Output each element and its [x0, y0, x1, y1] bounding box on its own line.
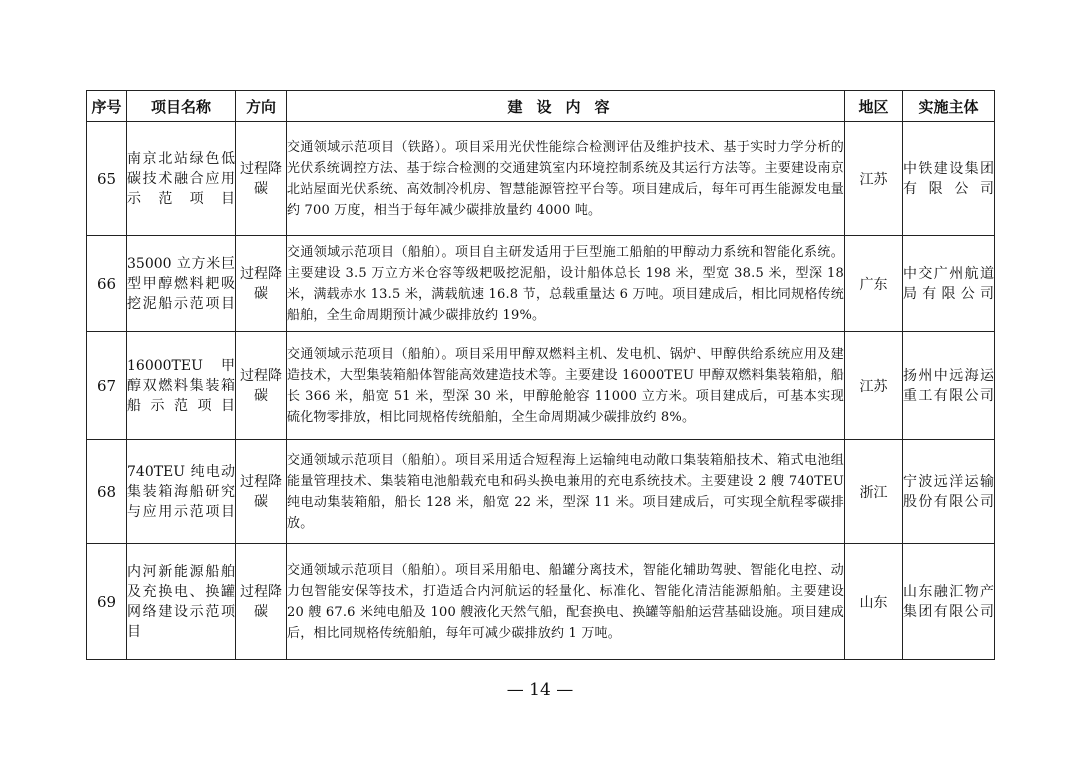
- table-row: [87, 544, 995, 660]
- row-index: 67: [87, 332, 127, 440]
- row-content: 交通领域示范项目（铁路）。项目采用光伏性能综合检测评估及维护技术、基于实时力学分析的光伏系统调控方法、基于综合检测的交通建筑室内环境控制系统及其运行方法等。主要建设南京北站屋面光伏系统、高效制冷机房、智慧能源管控平台等。项目建成后，每年可再生能源发电量约 700 万度，相当于每年减少碳排放量约 4000 吨。: [287, 122, 845, 236]
- row-content: 交通领域示范项目（船舶）。项目自主研发适用于巨型施工船舶的甲醇动力系统和智能化系统。主要建设 3.5 万立方米仓容等级耙吸挖泥船，设计船体总长 198 米，型宽 38.5 米，型深 18 米，满载赤水 13.5 米，满载航速 16.8 节，总载重量达 6 万吨。项目建成后，相比同规格传统船舶，全生命周期预计减少碳排放约 19%。: [287, 236, 845, 332]
- row-index: 65: [87, 122, 127, 236]
- row-index: 66: [87, 236, 127, 332]
- row-project-name: 内河新能源船舶及充换电、换罐网络建设示范项目: [127, 544, 236, 660]
- row-entity: 中交广州航道局有限公司: [903, 236, 995, 332]
- row-region: 广东: [845, 236, 903, 332]
- header-region: 地区: [845, 91, 903, 122]
- page-number: — 14 —: [506, 680, 574, 700]
- row-entity: 扬州中远海运重工有限公司: [903, 332, 995, 440]
- header-name: 项目名称: [127, 91, 236, 122]
- row-region: 山东: [845, 544, 903, 660]
- header-direction: 方向: [236, 91, 287, 122]
- row-project-name: 35000 立方米巨型甲醇燃料耙吸挖泥船示范项目: [127, 236, 236, 332]
- row-project-name: 南京北站绿色低碳技术融合应用示范项目: [127, 122, 236, 236]
- row-content: 交通领域示范项目（船舶）。项目采用甲醇双燃料主机、发电机、锅炉、甲醇供给系统应用及建造技术，大型集装箱船体智能高效建造技术等。主要建设 16000TEU 甲醇双燃料集装箱船，船长 366 米，船宽 51 米，型深 30 米，甲醇舱舱容 11000 立方米。项目建成后，可基本实现硫化物零排放，相比同规格传统船舶，全生命周期减少碳排放约 8%。: [287, 332, 845, 440]
- table-row: [87, 332, 995, 440]
- row-project-name: 740TEU 纯电动集装箱海船研究与应用示范项目: [127, 440, 236, 544]
- row-content: 交通领域示范项目（船舶）。项目采用适合短程海上运输纯电动敞口集装箱船技术、箱式电池组能量管理技术、集装箱电池船载充电和码头换电兼用的充电系统技术。主要建设 2 艘 740TEU 纯电动集装箱船，船长 128 米，船宽 22 米，型深 11 米。项目建成后，可实现全航程零碳排放。: [287, 440, 845, 544]
- header-content: 建设内容: [287, 91, 845, 122]
- row-index: 68: [87, 440, 127, 544]
- row-entity: 山东融汇物产集团有限公司: [903, 544, 995, 660]
- row-region: 江苏: [845, 122, 903, 236]
- table-row: [87, 440, 995, 544]
- row-region: 江苏: [845, 332, 903, 440]
- row-entity: 宁波远洋运输股份有限公司: [903, 440, 995, 544]
- row-direction: 过程降碳: [236, 236, 287, 332]
- projects-table: [86, 90, 995, 660]
- header-entity: 实施主体: [903, 91, 995, 122]
- header-index: 序号: [87, 91, 127, 122]
- row-project-name: 16000TEU 甲醇双燃料集装箱船示范项目: [127, 332, 236, 440]
- row-direction: 过程降碳: [236, 332, 287, 440]
- table-header-row: [87, 91, 995, 122]
- table-row: [87, 122, 995, 236]
- row-region: 浙江: [845, 440, 903, 544]
- row-index: 69: [87, 544, 127, 660]
- row-direction: 过程降碳: [236, 122, 287, 236]
- row-direction: 过程降碳: [236, 440, 287, 544]
- row-content: 交通领域示范项目（船舶）。项目采用船电、船罐分离技术，智能化辅助驾驶、智能化电控、动力包智能安保等技术，打造适合内河航运的轻量化、标准化、智能化清洁能源船舶。主要建设 20 艘 67.6 米纯电船及 100 艘液化天然气船，配套换电、换罐等船舶运营基础设施。项目建成后，相比同规格传统船舶，每年可减少碳排放约 1 万吨。: [287, 544, 845, 660]
- row-entity: 中铁建设集团有限公司: [903, 122, 995, 236]
- row-direction: 过程降碳: [236, 544, 287, 660]
- table-row: [87, 236, 995, 332]
